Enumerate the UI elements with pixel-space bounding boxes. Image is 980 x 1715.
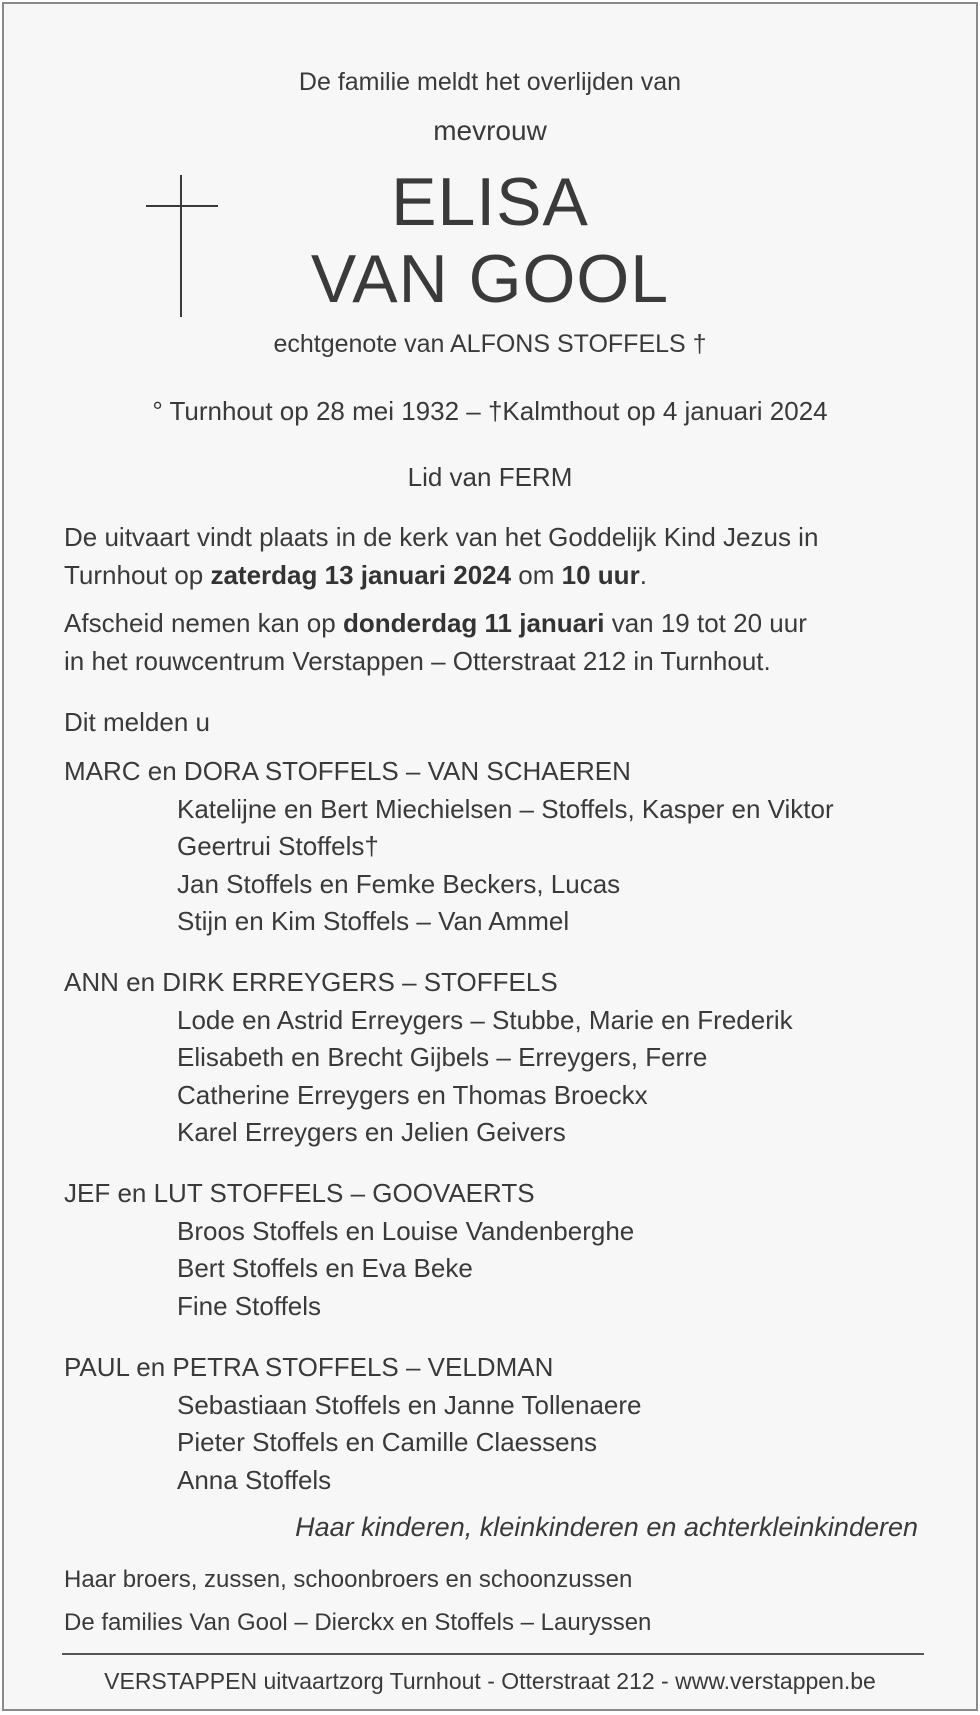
family-member: Geertrui Stoffels† [177,831,379,861]
deceased-last-name: VAN GOOL [310,241,670,317]
family-head: ANN en DIRK ERREYGERS – STOFFELS [64,967,558,997]
funeral-line-1: De uitvaart vindt plaats in de kerk van het Goddelijk Kind Jezus in [64,522,819,552]
family-member: Catherine Erreygers en Thomas Broeckx [177,1080,648,1110]
family-member: Katelijne en Bert Miechielsen – Stoffels, Kasper en Viktor [177,794,834,824]
family-member: Broos Stoffels en Louise Vandenberghe [177,1216,635,1246]
intro-text: De familie meldt het overlijden van [298,68,682,96]
deceased-first-name: ELISA [391,164,589,240]
spouse-line: echtgenote van ALFONS STOFFELS † [273,330,707,358]
family-head: PAUL en PETRA STOFFELS – VELDMAN [64,1352,554,1382]
farewell-line-1: Afscheid nemen kan op donderdag 11 januari van 19 tot 20 uur [64,608,807,638]
farewell-paragraph [64,604,924,680]
obituary-card [2,2,978,1711]
funeral-line-2: Turnhout op zaterdag 13 januari 2024 om 10 uur. [64,560,647,590]
announce-label: Dit melden u [64,707,210,737]
family-head: JEF en LUT STOFFELS – GOOVAERTS [64,1178,535,1208]
family-member: Jan Stoffels en Femke Beckers, Lucas [177,869,621,899]
funeral-home-footer: VERSTAPPEN uitvaartzorg Turnhout - Otterstraat 212 - www.verstappen.be [104,1668,876,1694]
membership: Lid van FERM [407,462,573,492]
family-member: Fine Stoffels [177,1291,322,1321]
footer-divider [62,1653,924,1655]
family-member: Lode en Astrid Erreygers – Stubbe, Marie en Frederik [177,1005,793,1035]
signature-line: Haar kinderen, kleinkinderen en achterkleinkinderen [295,1512,918,1542]
family-member: Elisabeth en Brecht Gijbels – Erreygers, Ferre [177,1042,708,1072]
families-line: De families Van Gool – Dierckx en Stoffels – Lauryssen [64,1609,652,1636]
family-member: Pieter Stoffels en Camille Claessens [177,1427,598,1457]
family-member: Karel Erreygers en Jelien Geivers [177,1117,566,1147]
birth-death-dates: ° Turnhout op 28 mei 1932 – †Kalmthout op 4 januari 2024 [152,396,828,426]
family-head: MARC en DORA STOFFELS – VAN SCHAEREN [64,756,631,786]
family-member: Sebastiaan Stoffels en Janne Tollenaere [177,1390,642,1420]
family-member: Anna Stoffels [177,1465,332,1495]
siblings-line: Haar broers, zussen, schoonbroers en schoonzussen [64,1566,633,1593]
honorific: mevrouw [433,115,547,146]
funeral-date: zaterdag 13 januari 2024 [210,560,512,590]
farewell-line-2: in het rouwcentrum Verstappen – Otterstraat 212 in Turnhout. [64,646,771,676]
funeral-paragraph [64,518,924,594]
funeral-time: 10 uur [561,560,640,590]
family-member: Stijn en Kim Stoffels – Van Ammel [177,906,570,936]
farewell-date: donderdag 11 januari [342,608,605,638]
family-member: Bert Stoffels en Eva Beke [177,1253,473,1283]
